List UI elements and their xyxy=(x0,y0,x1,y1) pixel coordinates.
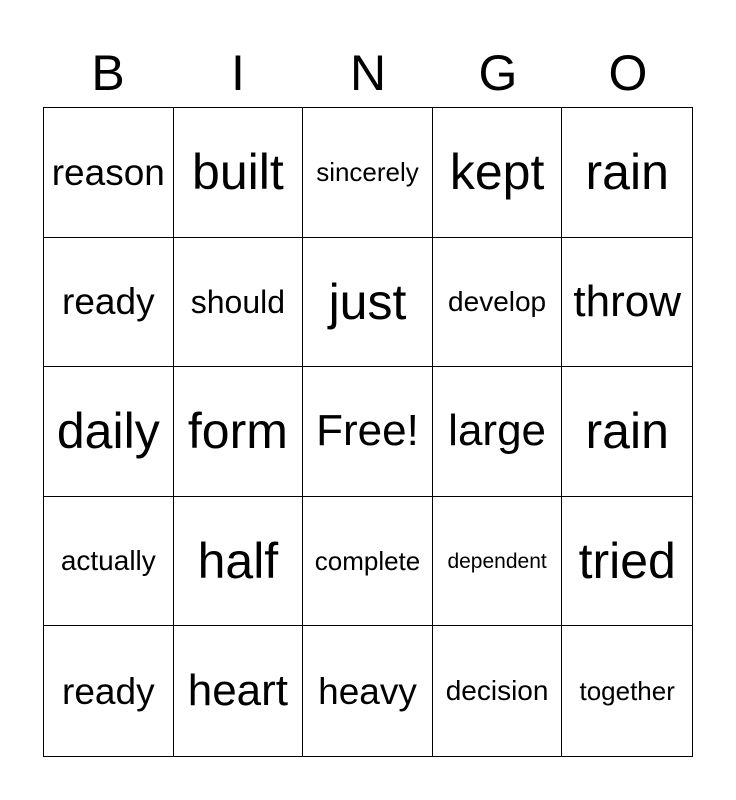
bingo-cell[interactable]: form xyxy=(174,367,304,497)
bingo-cell[interactable]: dependent xyxy=(433,497,563,627)
bingo-cell[interactable]: decision xyxy=(433,626,563,756)
bingo-cell[interactable]: reason xyxy=(44,108,174,238)
bingo-cell[interactable]: large xyxy=(433,367,563,497)
bingo-cell[interactable]: built xyxy=(174,108,304,238)
bingo-cell[interactable]: heart xyxy=(174,626,304,756)
bingo-cell[interactable]: throw xyxy=(562,238,692,368)
bingo-cell[interactable]: kept xyxy=(433,108,563,238)
header-letter-n: N xyxy=(349,45,387,101)
bingo-header xyxy=(43,40,693,106)
header-letter-g: G xyxy=(478,45,518,101)
bingo-cell[interactable]: daily xyxy=(44,367,174,497)
bingo-cell[interactable]: just xyxy=(303,238,433,368)
free-space-cell[interactable]: Free! xyxy=(303,367,433,497)
bingo-cell[interactable]: rain xyxy=(562,108,692,238)
bingo-cell[interactable]: complete xyxy=(303,497,433,627)
bingo-cell[interactable]: sincerely xyxy=(303,108,433,238)
bingo-cell[interactable]: rain xyxy=(562,367,692,497)
bingo-cell[interactable]: tried xyxy=(562,497,692,627)
bingo-cell[interactable]: ready xyxy=(44,238,174,368)
bingo-cell[interactable]: develop xyxy=(433,238,563,368)
bingo-cell[interactable]: half xyxy=(174,497,304,627)
bingo-cell[interactable]: actually xyxy=(44,497,174,627)
bingo-board xyxy=(43,107,693,757)
header-letter-i: I xyxy=(231,45,245,101)
bingo-cell[interactable]: should xyxy=(174,238,304,368)
bingo-cell[interactable]: together xyxy=(579,676,675,707)
header-letter-b: B xyxy=(91,45,125,101)
bingo-cell[interactable]: ready xyxy=(44,626,174,756)
bingo-cell[interactable]: heavy xyxy=(303,626,433,756)
header-letter-o: O xyxy=(608,45,648,101)
